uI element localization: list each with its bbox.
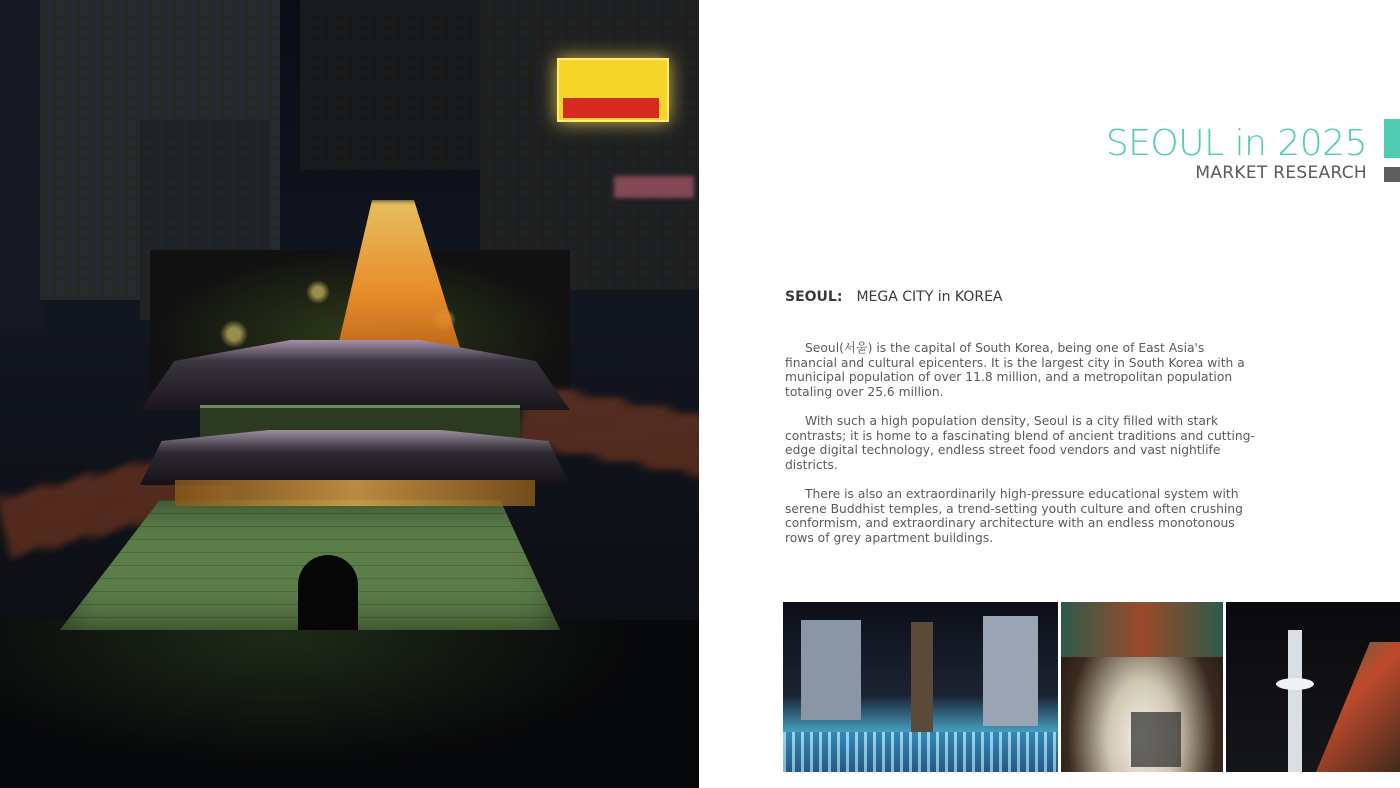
statue (911, 622, 933, 732)
section-heading-text: MEGA CITY in KOREA (856, 289, 1003, 305)
building (480, 0, 699, 290)
tower-deck (1276, 678, 1314, 690)
accent-bar-gray (1384, 167, 1400, 182)
pedestrians (1131, 712, 1181, 767)
paragraph: Seoul(서울) is the capital of South Korea, being one of East Asia's financial and cultural epicenters. It is the largest city in South Korea with a municipal population of over 11.8 million, and a metropolitan population totaling over 25.6 million. (785, 341, 1245, 399)
body-text (785, 341, 1255, 560)
building (300, 0, 480, 170)
roof-eave (1316, 642, 1400, 772)
tower-block (801, 620, 861, 720)
gate-arch (298, 555, 358, 630)
painted-ceiling (1061, 602, 1223, 657)
neon-sign (614, 176, 694, 198)
thumbnail-tower-photo (1226, 602, 1400, 772)
gate-grounds (0, 620, 699, 788)
gate-lower-roof (140, 430, 570, 485)
gate-lit-hall (175, 480, 535, 506)
accent-bar-teal (1384, 119, 1400, 158)
page-title: SEOUL in 2025 (1105, 123, 1367, 164)
building (0, 0, 45, 330)
section-heading (785, 289, 1003, 305)
fountain (783, 732, 1058, 772)
sign-strip (563, 98, 659, 118)
thumbnail-plaza-photo (783, 602, 1058, 772)
tower-block (983, 616, 1038, 726)
section-label: SEOUL: (785, 289, 843, 305)
hero-photo (0, 0, 699, 788)
n-seoul-tower (1288, 630, 1302, 772)
paragraph: With such a high population density, Seoul is a city filled with stark contrasts; it is home to a fascinating blend of ancient traditions and cutting-edge digital technology, endless street food vendors and vast nightlife districts. (785, 413, 1255, 472)
thumbnail-gate-photo (1061, 602, 1223, 772)
page-subtitle: MARKET RESEARCH (1195, 163, 1367, 183)
paragraph: There is also an extraordinarily high-pressure educational system with serene Buddhist temples, a trend-setting youth culture and often crushing conformism, and extraordinary architecture with an endless monotonous rows of grey apartment buildings. (785, 486, 1243, 545)
